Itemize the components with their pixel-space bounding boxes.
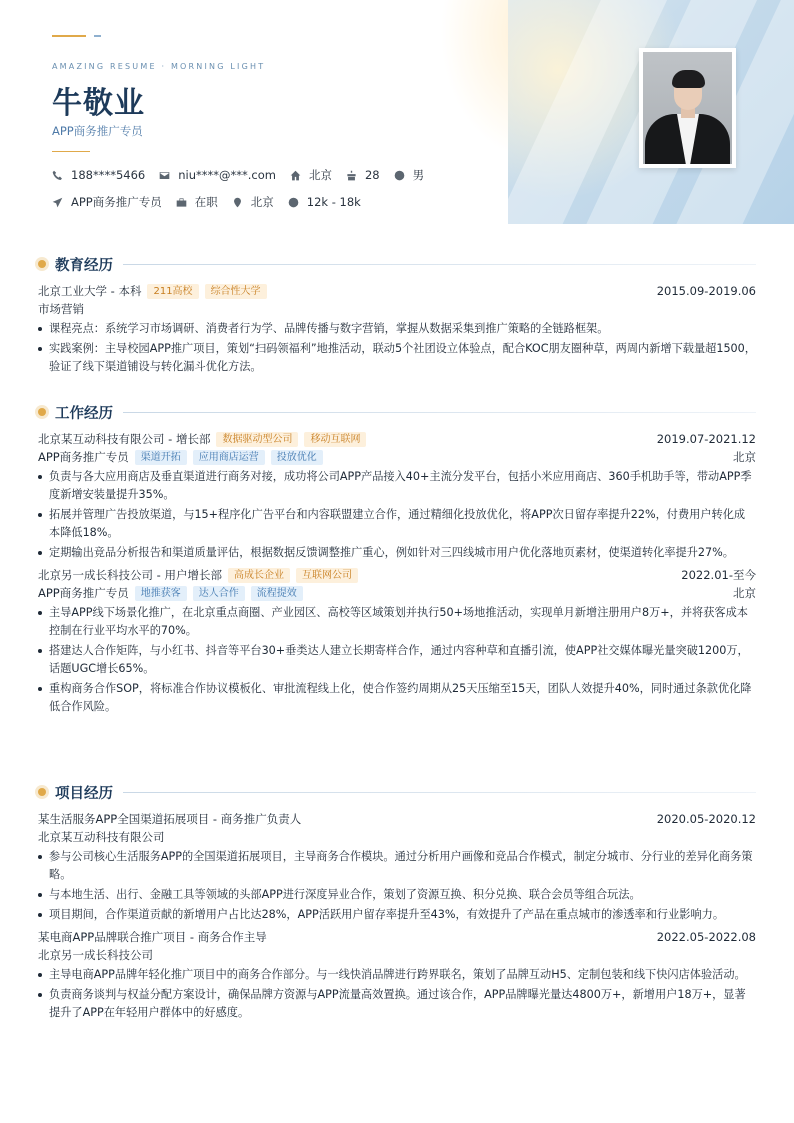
job-intent-row (52, 194, 375, 210)
age-text: 28 (364, 168, 380, 182)
list-item: 定期输出竞品分析报告和渠道质量评估，根据数据反馈调整推广重心，例如针对三四线城市用户优化落地页素材，使渠道转化率提升27%。 (38, 544, 756, 562)
job-role: APP商务推广专员 (38, 450, 129, 464)
job-role: APP商务推广专员 (38, 586, 129, 600)
section-dot-icon (38, 260, 46, 268)
intent-city-text: 北京 (250, 195, 274, 209)
contact-email (159, 168, 276, 182)
list-item: 课程亮点：系统学习市场调研、消费者行为学、品牌传播与数字营销，掌握从数据采集到推广策略的全链路框架。 (38, 320, 756, 338)
project-org: 北京某互动科技有限公司 (38, 830, 165, 844)
list-item: 主导APP线下场景化推广，在北京重点商圈、产业园区、高校等区域策划并执行50+场地推活动，实现单月新增注册用户8万+，并将获客成本控制在行业平均水平的70%。 (38, 604, 756, 640)
list-item: 负责与各大应用商店及垂直渠道进行商务对接，成功将公司APP产品接入40+主流分发平台，包括小米应用商店、360手机助手等，带动APP季度新增安装量提升35%。 (38, 468, 756, 504)
education-section (38, 254, 756, 376)
intent-status (176, 194, 218, 210)
resume-tagline: AMAZING RESUME · MORNING LIGHT (52, 62, 266, 71)
list-item: 实践案例：主导校园APP推广项目，策划“扫码领福利”地推活动，联动5个社团设立体验点，配合KOC朋友圈种草，两周内新增下载量超1500，验证了线下渠道铺设与转化漏斗优化方法。 (38, 340, 756, 376)
list-item: 拓展并管理广告投放渠道，与15+程序化广告平台和内容联盟建立合作，通过精细化投放优化，将APP次日留存率提升22%，付费用户转化成本降低18%。 (38, 506, 756, 542)
company-tag: 移动互联网 (304, 432, 366, 447)
project-entry (38, 810, 756, 924)
list-item: 项目期间，合作渠道贡献的新增用户占比达28%，APP活跃用户留存率提升至43%，有效提升了产品在重点城市的渗透率和行业影响力。 (38, 906, 756, 924)
contact-age (346, 168, 380, 182)
project-date: 2020.05-2020.12 (656, 812, 756, 826)
phone-icon (52, 170, 63, 181)
candidate-title: APP商务推广专员 (52, 124, 143, 138)
section-divider (123, 792, 756, 793)
candidate-name: 牛敬业 (52, 86, 145, 121)
contact-row (52, 167, 438, 183)
role-tag: 地推获客 (135, 586, 187, 601)
school-tag: 综合性大学 (205, 284, 267, 299)
home-icon (290, 170, 301, 181)
gender-text: 男 (412, 168, 425, 182)
company-name: 北京另一成长科技公司 - 用户增长部 (38, 568, 222, 582)
project-name: 某电商APP品牌联合推广项目 - 商务合作主导 (38, 930, 267, 944)
role-tag: 投放优化 (271, 450, 323, 465)
intent-salary (288, 195, 361, 209)
position-text: APP商务推广专员 (71, 195, 162, 209)
section-title: 工作经历 (55, 405, 113, 422)
company-tag: 高成长企业 (228, 568, 290, 583)
city-text: 北京 (308, 168, 332, 182)
project-name: 某生活服务APP全国渠道拓展项目 - 商务推广负责人 (38, 812, 302, 826)
status-text: 在职 (194, 195, 218, 209)
location-pin-icon (232, 197, 243, 208)
section-dot-icon (38, 408, 46, 416)
project-org: 北京另一成长科技公司 (38, 948, 153, 962)
role-tag: 流程提效 (251, 586, 303, 601)
intent-city (232, 194, 274, 210)
salary-text: 12k - 18k (306, 195, 361, 209)
list-item: 与本地生活、出行、金融工具等领域的头部APP进行深度异业合作，策划了资源互换、积分兑换、联合会员等组合玩法。 (38, 886, 756, 904)
section-title: 项目经历 (55, 785, 113, 802)
job-city: 北京 (733, 450, 756, 464)
contact-city (290, 167, 332, 183)
education-date: 2015.09-2019.06 (656, 284, 756, 298)
accent-line (52, 35, 86, 37)
accent-dash (94, 35, 101, 37)
send-icon (52, 197, 63, 208)
list-item: 负责商务谈判与权益分配方案设计，确保品牌方资源与APP流量高效置换。通过该合作，APP品牌曝光量达4800万+，新增用户18万+，显著提升了APP在年轻用户群体中的好感度。 (38, 986, 756, 1022)
project-entry (38, 928, 756, 1022)
contact-gender (394, 167, 425, 183)
company-tag: 数据驱动型公司 (216, 432, 298, 447)
section-divider (123, 264, 756, 265)
job-city: 北京 (733, 586, 756, 600)
mail-icon (159, 170, 170, 181)
list-item: 参与公司核心生活服务APP的全国渠道拓展项目，主导商务合作模块。通过分析用户画像和竞品合作模式，制定分城市、分行业的差异化商务策略。 (38, 848, 756, 884)
job-entry (38, 430, 756, 562)
school-tag: 211高校 (147, 284, 198, 299)
job-date: 2019.07-2021.12 (656, 432, 756, 446)
major: 市场营销 (38, 302, 84, 316)
company-tag: 互联网公司 (296, 568, 358, 583)
list-item: 搭建达人合作矩阵，与小红书、抖音等平台30+垂类达人建立长期寄样合作，通过内容种草和直播引流，使APP社交媒体曝光量突破1200万，话题UGC增长65%。 (38, 642, 756, 678)
work-section (38, 402, 756, 716)
name-underline (52, 151, 90, 152)
company-name: 北京某互动科技有限公司 - 增长部 (38, 432, 211, 446)
section-dot-icon (38, 788, 46, 796)
contact-phone (52, 168, 145, 182)
gender-icon (394, 170, 405, 181)
salary-icon (288, 197, 299, 208)
job-entry (38, 566, 756, 716)
projects-section (38, 782, 756, 1022)
email-text: niu****@***.com (178, 168, 276, 182)
job-date: 2022.01-至今 (681, 568, 756, 582)
section-title: 教育经历 (55, 257, 113, 274)
school-name: 北京工业大学 - 本科 (38, 284, 142, 298)
profile-photo (639, 48, 736, 168)
role-tag: 达人合作 (193, 586, 245, 601)
list-item: 主导电商APP品牌年轻化推广项目中的商务合作部分。与一线快消品牌进行跨界联名，策划了品牌互动H5、定制包装和线下快闪店体验活动。 (38, 966, 756, 984)
section-divider (123, 412, 756, 413)
list-item: 重构商务合作SOP，将标准合作协议模板化、审批流程线上化，使合作签约周期从25天压缩至15天，团队人效提升40%，同时通过条款优化降低合作风险。 (38, 680, 756, 716)
project-date: 2022.05-2022.08 (656, 930, 756, 944)
intent-position (52, 194, 162, 210)
role-tag: 应用商店运营 (193, 450, 265, 465)
role-tag: 渠道开拓 (135, 450, 187, 465)
phone-text: 188****5466 (71, 168, 146, 182)
cake-icon (346, 170, 357, 181)
briefcase-icon (176, 197, 187, 208)
